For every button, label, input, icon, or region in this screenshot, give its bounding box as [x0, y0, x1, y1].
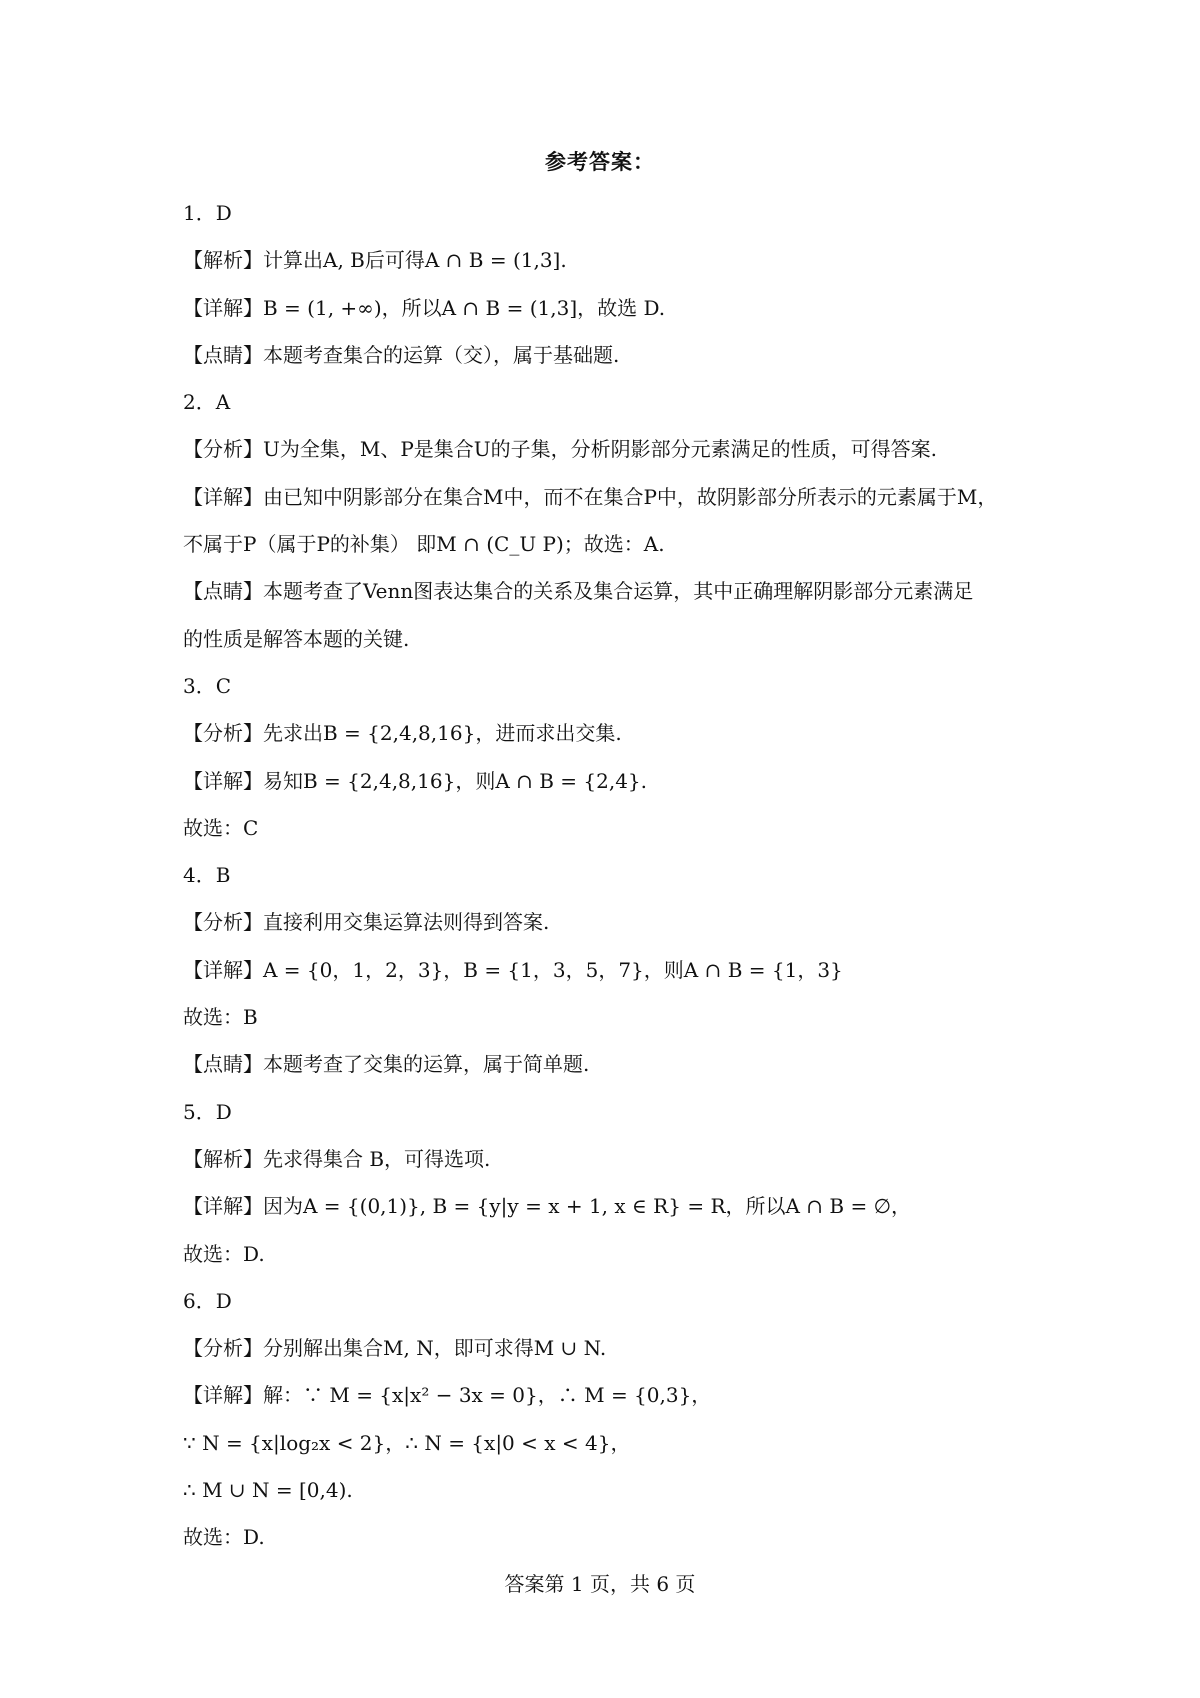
answer-line: 【分析】先求出B = {2,4,8,16}，进而求出交集.: [183, 721, 622, 746]
answer-line: ∵ N = {x|log₂x < 2}，∴ N = {x|0 < x < 4}，: [183, 1430, 631, 1455]
answer-line: 【详解】B = (1, +∞)，所以A ∩ B = (1,3]，故选 D.: [183, 295, 666, 320]
answer-line: 【点睛】本题考查了Venn图表达集合的关系及集合运算，其中正确理解阴影部分元素满足: [183, 579, 974, 604]
answer-line: 5．D: [183, 1099, 232, 1124]
answer-line: 【详解】解：∵ M = {x|x² − 3x = 0}，∴ M = {0,3}，: [183, 1383, 712, 1408]
answer-line: 【分析】U为全集，M、P是集合U的子集，分析阴影部分元素满足的性质，可得答案.: [183, 437, 938, 462]
answer-line: 【解析】计算出A, B后可得A ∩ B = (1,3].: [183, 248, 567, 273]
answer-line: 【分析】分别解出集合M, N，即可求得M ∪ N.: [183, 1336, 607, 1361]
answer-line: 不属于P（属于P的补集） 即M ∩ (C_U P)；故选：A.: [183, 532, 665, 557]
answer-line: 【详解】A = {0，1，2，3}，B = {1，3，5，7}，则A ∩ B = {1，3}: [183, 957, 843, 982]
answer-content: [183, 190, 1023, 1562]
answer-line: 故选：B: [183, 1005, 258, 1030]
answer-line: 【详解】由已知中阴影部分在集合M中，而不在集合P中，故阴影部分所表示的元素属于M，: [183, 484, 998, 509]
answer-line: 故选：D.: [183, 1525, 265, 1550]
answer-line: 【详解】易知B = {2,4,8,16}，则A ∩ B = {2,4}.: [183, 768, 648, 793]
answer-line: 6．D: [183, 1288, 232, 1313]
answer-line: 3．C: [183, 673, 232, 698]
answer-line: 【解析】先求得集合 B，可得选项.: [183, 1146, 491, 1171]
answer-line: 2．A: [183, 390, 231, 415]
answer-line: 【详解】因为A = {(0,1)}, B = {y|y = x + 1, x ∈ R} = R，所以A ∩ B = ∅，: [183, 1194, 912, 1219]
page-title: 参考答案：: [545, 149, 655, 174]
answer-line: 的性质是解答本题的关键.: [183, 626, 410, 651]
answer-line: 故选：C: [183, 815, 259, 840]
answer-line: 【点睛】本题考查了交集的运算，属于简单题.: [183, 1052, 590, 1077]
answer-line: 故选：D.: [183, 1241, 265, 1266]
page-footer: 答案第 1 页，共 6 页: [504, 1572, 696, 1596]
answer-line: ∴ M ∪ N = [0,4).: [183, 1478, 353, 1503]
answer-line: 【分析】直接利用交集运算法则得到答案.: [183, 910, 550, 935]
answer-line: 【点睛】本题考查集合的运算（交），属于基础题.: [183, 342, 620, 367]
answer-line: 4．B: [183, 863, 231, 888]
answer-line: 1．D: [183, 201, 232, 225]
